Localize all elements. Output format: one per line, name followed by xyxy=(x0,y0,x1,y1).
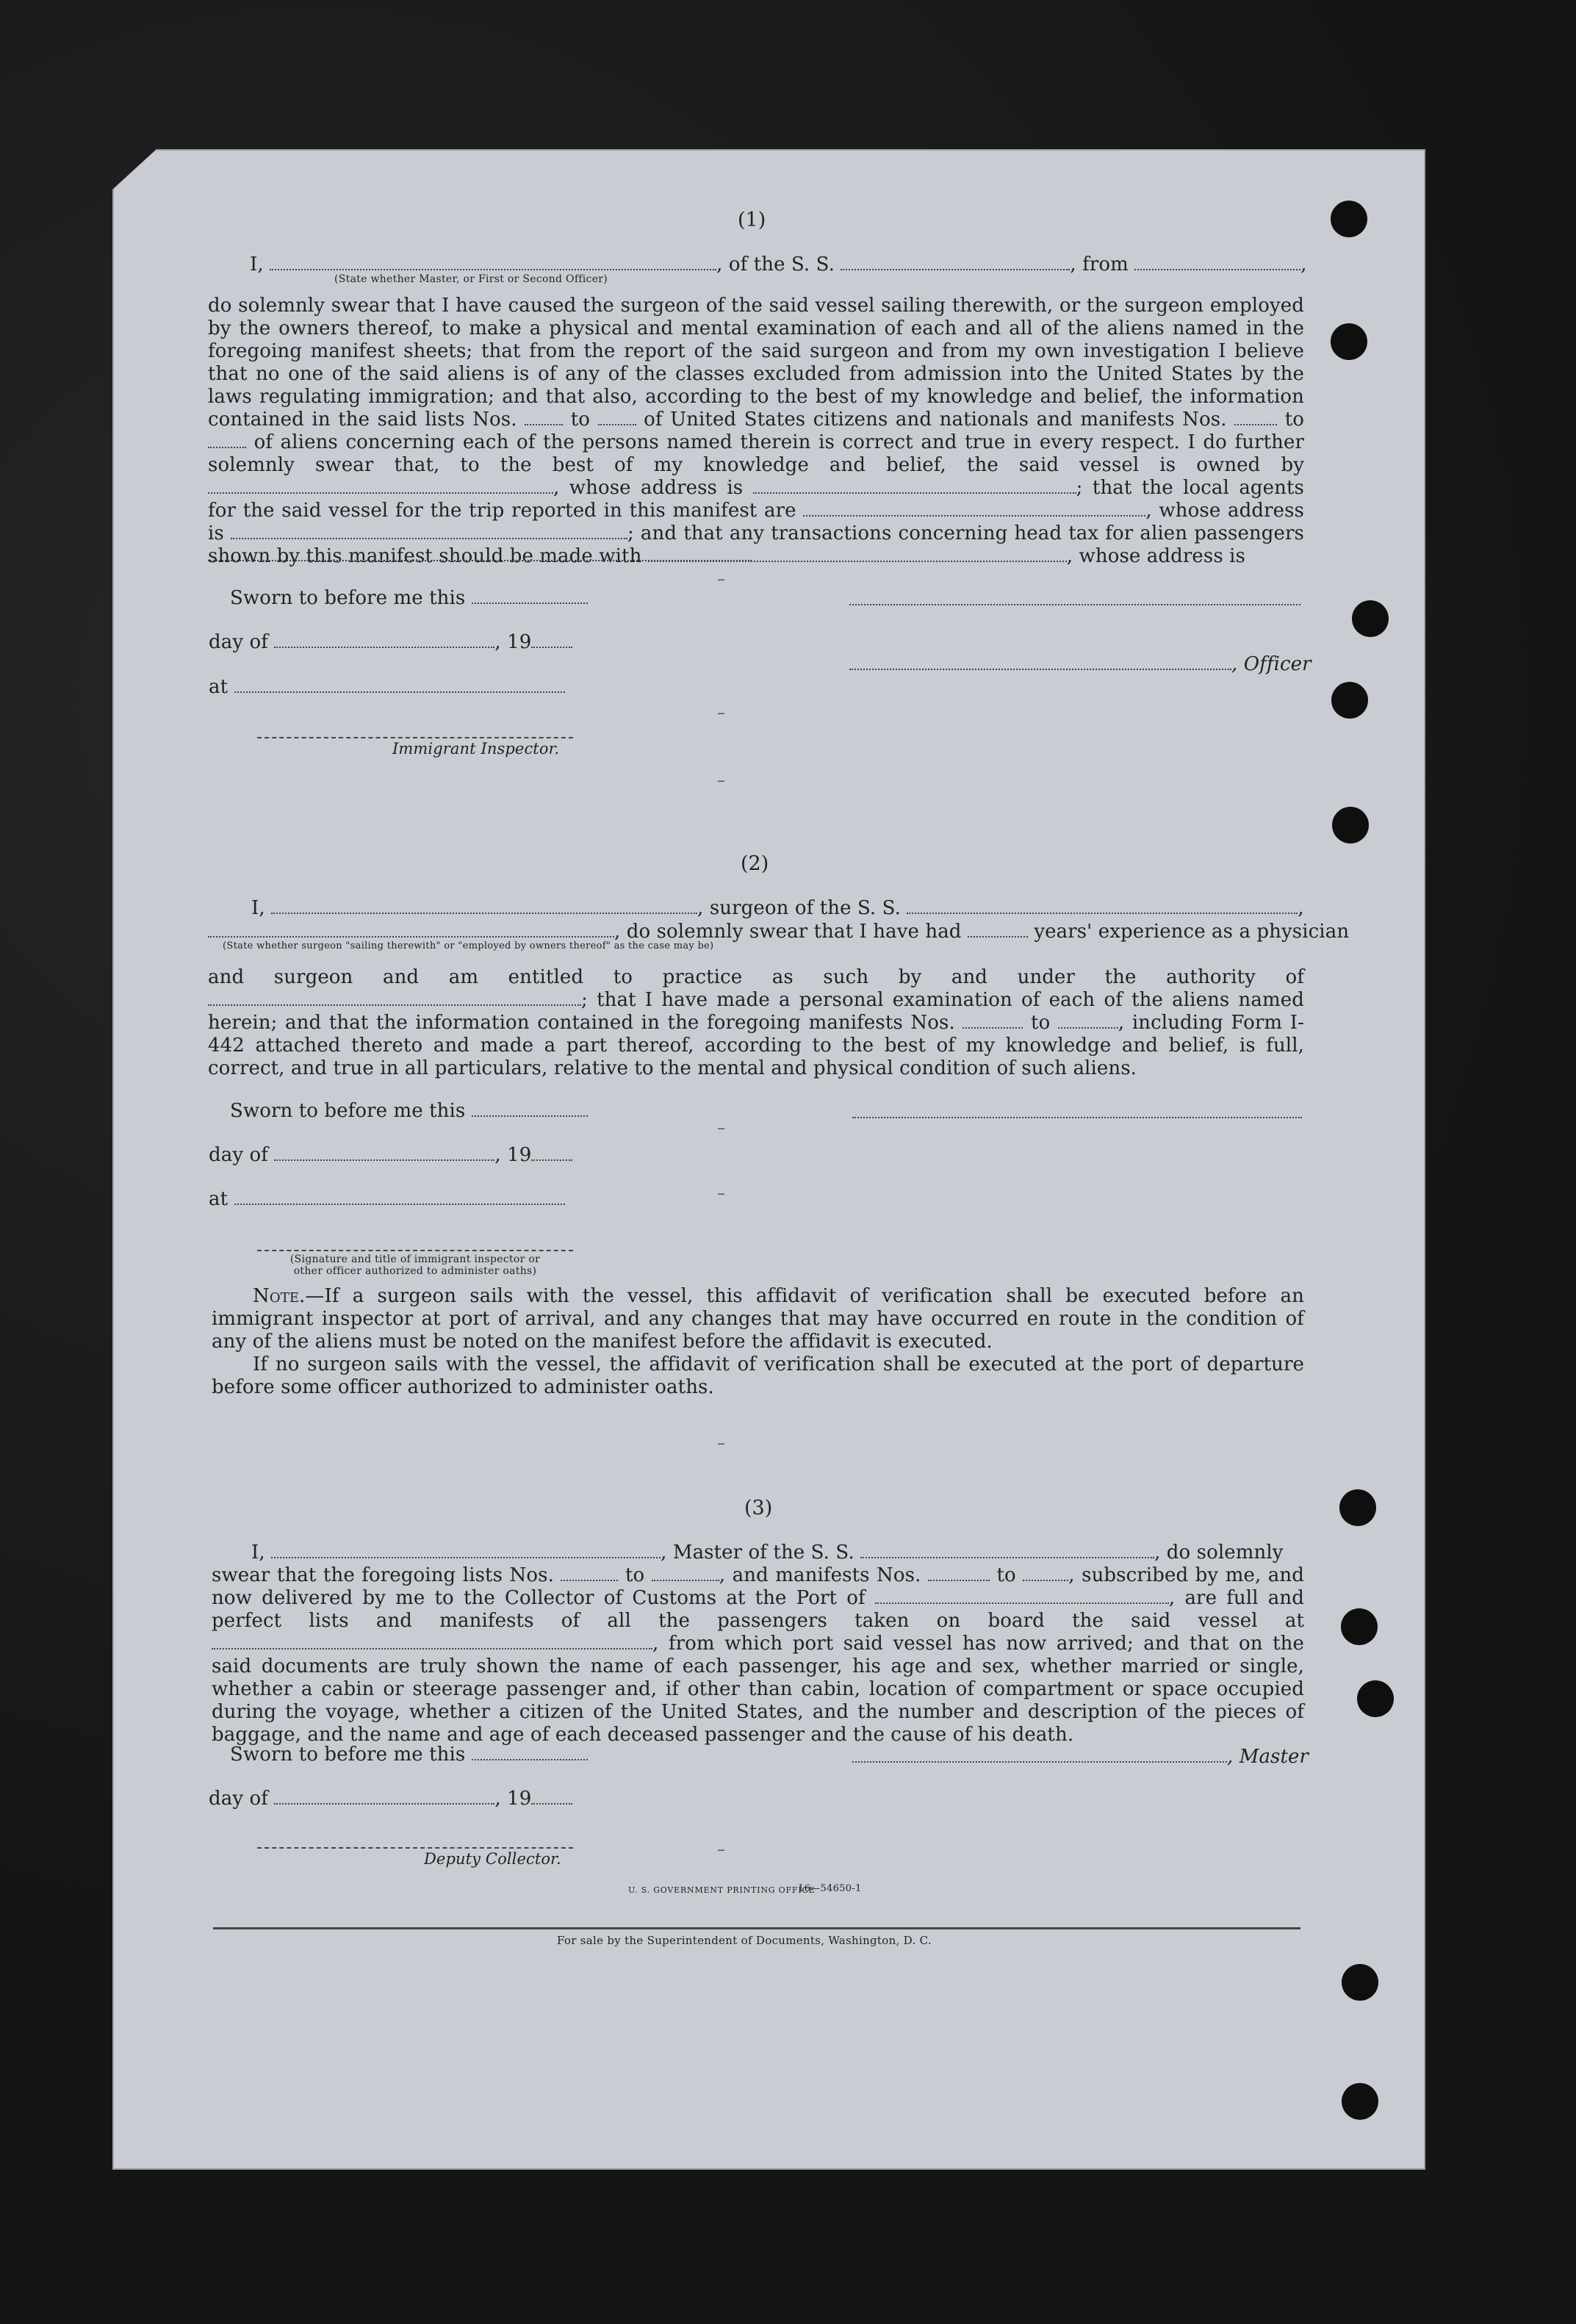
s3-day-label: day of xyxy=(209,1788,268,1810)
fold-mark: – xyxy=(717,1841,725,1859)
section-1-number: (1) xyxy=(738,209,766,231)
s2-note-text: —If a surgeon sails with the vessel, this affidavit of verification shall be executed before an immigrant inspector at port of arrival, and any changes that may have occurred en route in the condition of any of the aliens must be noted on the manifest before the affidavit is executed. xyxy=(212,1285,1304,1353)
s2-line1-end: , xyxy=(1298,897,1304,919)
s3-port-field[interactable] xyxy=(875,1588,1169,1604)
s2-i-label: I, xyxy=(251,897,265,919)
s2-day xyxy=(209,1144,572,1167)
s2-sworn-label: Sworn to before me this xyxy=(230,1100,466,1122)
punch-hole xyxy=(1332,807,1369,843)
s3-deputy-label: Deputy Collector. xyxy=(424,1850,561,1868)
s2-body xyxy=(208,966,1304,1080)
s1-body xyxy=(208,295,1304,568)
s3-sworn xyxy=(230,1744,588,1766)
s2-to: to xyxy=(1031,1012,1051,1034)
s3-sworn-label: Sworn to before me this xyxy=(230,1744,466,1766)
s1-from-label: , from xyxy=(1070,253,1129,276)
s1-agents-field[interactable] xyxy=(803,500,1145,517)
s1-lists-to-field[interactable] xyxy=(598,409,636,425)
s3-master-sig-row xyxy=(852,1746,1309,1769)
s2-swear-label: , do solemnly swear that I have had xyxy=(614,921,962,943)
s1-sworn xyxy=(230,587,588,610)
punch-hole xyxy=(1331,323,1367,360)
s1-at-field[interactable] xyxy=(234,677,565,693)
s3-to-1: to xyxy=(625,1564,645,1586)
s3-body xyxy=(212,1564,1304,1746)
fold-mark: – xyxy=(717,1184,725,1203)
s1-lists-from-field[interactable] xyxy=(525,409,563,425)
s2-sworn-day-field[interactable] xyxy=(472,1101,588,1117)
s1-month-field[interactable] xyxy=(274,632,494,648)
form-number: 16—54650-1 xyxy=(798,1883,862,1894)
s1-body-e: ; and that any transactions concerning head tax for alien passengers shown by this manifest should be made with xyxy=(208,522,1304,567)
s1-address-line[interactable] xyxy=(208,560,752,561)
s1-officer-sig-field[interactable] xyxy=(849,654,1231,670)
s1-officer-label: , Officer xyxy=(1231,653,1311,675)
s3-manifests-to-field[interactable] xyxy=(1023,1565,1068,1581)
s2-note-2 xyxy=(212,1353,1304,1399)
s3-from-which: , from which xyxy=(652,1633,783,1655)
s3-month-field[interactable] xyxy=(274,1788,494,1805)
sale-notice: For sale by the Superintendent of Documents, Washington, D. C. xyxy=(557,1934,932,1947)
s3-lists-to-field[interactable] xyxy=(652,1565,719,1581)
s2-at-label: at xyxy=(209,1188,229,1210)
s3-manifests-from-field[interactable] xyxy=(928,1565,990,1581)
s1-comma-1: , xyxy=(1145,500,1152,522)
s1-from-port-field[interactable] xyxy=(1134,254,1300,270)
punch-hole xyxy=(1339,1489,1376,1526)
fold-mark: – xyxy=(717,1434,725,1453)
punch-hole xyxy=(1331,682,1368,719)
s1-of-ss-label: , of the S. S. xyxy=(716,253,835,276)
s1-officer-sig-line-1[interactable] xyxy=(849,604,1300,605)
s3-lists-from-field[interactable] xyxy=(561,1565,618,1581)
s3-body-a: swear that the foregoing lists Nos. xyxy=(212,1564,554,1586)
s2-manifests-from-field[interactable] xyxy=(962,1012,1023,1029)
s2-body-c: , including Form I-442 attached thereto and made a part thereof, according to the best of my knowledge and belief, is full, correct, and true in all particulars, relative to the mental and physical condition of such aliens. xyxy=(208,1012,1304,1079)
s2-sig-note-2: other officer authorized to administer oaths) xyxy=(293,1265,537,1277)
s2-years-label: years' experience as a physician xyxy=(1034,921,1350,943)
s1-year-field[interactable] xyxy=(531,632,572,648)
s3-boarded-at-field[interactable] xyxy=(212,1633,652,1650)
s3-subscribed: , subscribed by me, and now xyxy=(212,1564,1304,1609)
s1-at-label: at xyxy=(209,676,229,698)
s1-manifests-to-field[interactable] xyxy=(208,432,246,448)
s2-inspector-sig-line[interactable] xyxy=(257,1250,573,1251)
s2-note-text-2: If no surgeon sails with the vessel, the affidavit of verification shall be executed at the port of departure before some officer authorized to administer oaths. xyxy=(212,1353,1304,1398)
s2-note xyxy=(212,1285,1304,1353)
s3-vessel-field[interactable] xyxy=(860,1542,1154,1558)
punch-hole xyxy=(1331,201,1367,237)
s2-day-label: day of xyxy=(209,1144,268,1166)
s3-line1 xyxy=(251,1541,1284,1564)
s2-vessel-field[interactable] xyxy=(907,898,1298,914)
punch-hole xyxy=(1342,1964,1378,2001)
s3-to-2: to xyxy=(996,1564,1016,1586)
gpo-imprint: U. S. GOVERNMENT PRINTING OFFICE xyxy=(628,1885,816,1895)
s2-sailing-field[interactable] xyxy=(208,921,614,938)
fold-mark: – xyxy=(717,570,725,589)
s2-at-field[interactable] xyxy=(234,1189,565,1205)
s3-year-field[interactable] xyxy=(531,1788,572,1805)
s3-master-sig-label: , Master xyxy=(1227,1746,1309,1768)
s2-sailing-note: (State whether surgeon "sailing therewith" or "employed by owners thereof" as the case may be) xyxy=(223,940,714,951)
s1-whose-3: , whose address is xyxy=(1066,545,1245,567)
s2-body-a: and surgeon and am entitled to practice as such by and under the authority of xyxy=(208,966,1304,988)
s1-owner-field[interactable] xyxy=(208,478,553,494)
s2-authority-field[interactable] xyxy=(208,990,581,1006)
s2-sworn xyxy=(230,1100,588,1123)
s2-sig-note-1: (Signature and title of immigrant inspector or xyxy=(289,1253,541,1265)
s2-sig-note xyxy=(261,1253,569,1277)
section-2-number: (2) xyxy=(741,852,769,875)
s1-whose-1: , whose address is xyxy=(553,477,744,499)
s2-year-label: , 19 xyxy=(494,1144,532,1166)
s3-and-manifests: , and manifests Nos. xyxy=(719,1564,921,1586)
s3-body-c: manifests of all the passengers taken on board the said vessel at xyxy=(439,1610,1304,1632)
s3-sworn-day-field[interactable] xyxy=(472,1744,588,1760)
s3-master-label: , Master of the S. S. xyxy=(661,1541,854,1564)
s2-at xyxy=(209,1188,565,1211)
s1-officer-rank-field[interactable] xyxy=(270,254,716,270)
s1-line1-end: , xyxy=(1300,253,1307,276)
s3-master-sig-field[interactable] xyxy=(852,1746,1227,1763)
s2-surgeon-sig-line[interactable] xyxy=(852,1117,1302,1118)
s3-day xyxy=(209,1788,572,1810)
s1-sworn-day-field[interactable] xyxy=(472,588,588,604)
punch-hole xyxy=(1352,600,1389,637)
s2-years-field[interactable] xyxy=(968,921,1028,938)
s2-surgeon-label: , surgeon of the S. S. xyxy=(697,897,902,919)
s1-to-1: to xyxy=(570,409,591,431)
s1-at xyxy=(209,676,565,699)
s2-semi: ; xyxy=(581,989,588,1011)
fold-mark: – xyxy=(717,771,725,790)
s1-body-b: of United States citizens and nationals and manifests Nos. xyxy=(644,409,1227,431)
s1-vessel-name-field[interactable] xyxy=(841,254,1070,270)
s1-day-label: day of xyxy=(209,631,268,653)
s1-i-label: I, xyxy=(250,253,264,276)
s2-line1 xyxy=(251,897,1304,920)
s1-owner-address-field[interactable] xyxy=(753,478,1076,494)
s1-semi-1: ; xyxy=(1076,477,1083,499)
s1-whose-2: whose address is xyxy=(208,500,1304,544)
s3-year-label: , 19 xyxy=(494,1788,532,1810)
s1-agents-address-field[interactable] xyxy=(231,523,627,539)
punch-hole xyxy=(1357,1680,1394,1717)
punch-hole xyxy=(1341,1608,1378,1645)
s2-note-label: Note. xyxy=(253,1285,306,1307)
s1-year-label: , 19 xyxy=(494,631,532,653)
s3-body-b: delivered by me to the Collector of Customs at the Port of xyxy=(262,1587,866,1609)
s3-solemnly-label: , do solemnly xyxy=(1154,1541,1284,1564)
s2-manifests-to-field[interactable] xyxy=(1058,1012,1118,1029)
s1-day xyxy=(209,631,572,654)
s2-body-b: that I have made a personal examination of each of the aliens named herein; and that the information contained in the foregoing manifests Nos. xyxy=(208,989,1304,1034)
s1-manifests-from-field[interactable] xyxy=(1234,409,1277,425)
fold-mark: – xyxy=(717,1119,725,1137)
s2-year-field[interactable] xyxy=(531,1145,572,1161)
s1-body-d: that the local agents for the said vessel for the trip reported in this manifest are xyxy=(208,477,1304,522)
s1-body-a: do solemnly swear that I have caused the surgeon of the said vessel sailing therewith, or the surgeon employed by the owners thereof, to make a physical and mental examination of each and all of the aliens named in the foregoing manifest sheets; that from the report of the said surgeon and from my own investigation I believe that no one of the said aliens is of any of the classes excluded from admission into the United States by the laws regulating immigration; and that also, according to the best of my knowledge and belief, the information contained in the said lists Nos. xyxy=(208,295,1304,431)
s1-rank-note: (State whether Master, or First or Second Officer) xyxy=(334,273,608,285)
s2-month-field[interactable] xyxy=(274,1145,494,1161)
s1-to-2: to xyxy=(1284,409,1304,431)
s1-officer-row xyxy=(849,653,1311,676)
punch-hole xyxy=(1342,2083,1378,2120)
s3-master-name-field[interactable] xyxy=(271,1542,661,1558)
fold-mark: – xyxy=(717,704,725,722)
s3-body-d: port said vessel has now arrived; and that on the said documents are truly shown the name of each passenger, his age and sex, whether married or single, whether a cabin or steerage passenger and, if other than cabin, location of compartment or space occupied during the voyage, whether a citizen of the United States, and the number and description of the pieces of baggage, and the name and age of each deceased passenger and the cause of his death. xyxy=(212,1633,1304,1746)
s3-are-full: , are full and perfect lists and xyxy=(212,1587,1304,1632)
s3-i-label: I, xyxy=(251,1541,265,1564)
footer-rule xyxy=(213,1927,1300,1929)
section-3-number: (3) xyxy=(744,1497,773,1519)
s2-surgeon-name-field[interactable] xyxy=(271,898,697,914)
s1-sworn-label: Sworn to before me this xyxy=(230,587,466,609)
s1-inspector-label: Immigrant Inspector. xyxy=(392,740,560,758)
s1-body-c: of aliens concerning each of the persons named therein is correct and true in every respect. I do further solemnly swear that, to the best of my knowledge and belief, the said vessel is owned by xyxy=(208,431,1304,476)
